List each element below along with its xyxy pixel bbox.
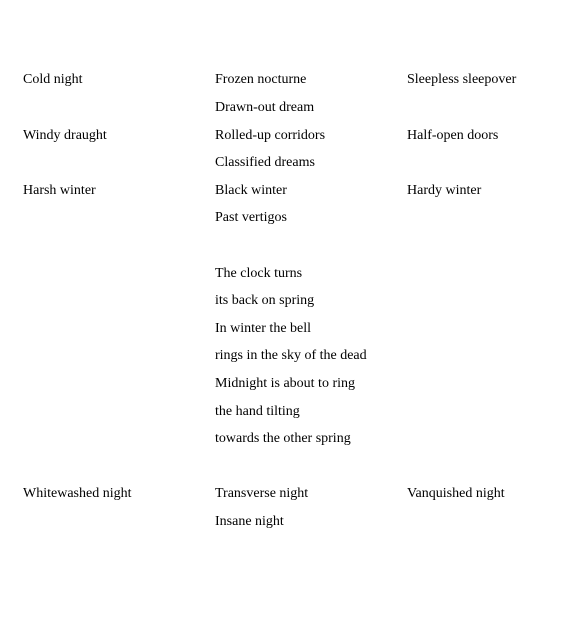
row-6-col-2: Past vertigos — [215, 210, 287, 225]
row-2-col-2: Drawn-out dream — [215, 100, 315, 115]
row-3-col-3: Half-open doors — [407, 128, 499, 143]
closing-1-col-2: Transverse night — [215, 486, 309, 501]
closing-1-col-1: Whitewashed night — [23, 486, 132, 501]
closing-2-col-2: Insane night — [215, 514, 284, 529]
stanza-line-6: the hand tilting — [215, 404, 300, 419]
row-1-col-3: Sleepless sleepover — [407, 72, 517, 87]
stanza-line-3: In winter the bell — [215, 321, 312, 336]
row-1-col-1: Cold night — [23, 72, 83, 87]
row-3-col-2: Rolled-up corridors — [215, 128, 326, 143]
row-3-col-1: Windy draught — [23, 128, 107, 143]
closing-1-col-3: Vanquished night — [407, 486, 505, 501]
stanza-line-2: its back on spring — [215, 293, 315, 308]
row-1-col-2: Frozen nocturne — [215, 72, 307, 87]
row-5-col-1: Harsh winter — [23, 183, 96, 198]
stanza-line-7: towards the other spring — [215, 431, 351, 446]
stanza-line-4: rings in the sky of the dead — [215, 348, 367, 363]
row-5-col-3: Hardy winter — [407, 183, 482, 198]
row-5-col-2: Black winter — [215, 183, 287, 198]
row-4-col-2: Classified dreams — [215, 155, 315, 170]
stanza-line-1: The clock turns — [215, 266, 303, 281]
stanza-line-5: Midnight is about to ring — [215, 376, 355, 391]
